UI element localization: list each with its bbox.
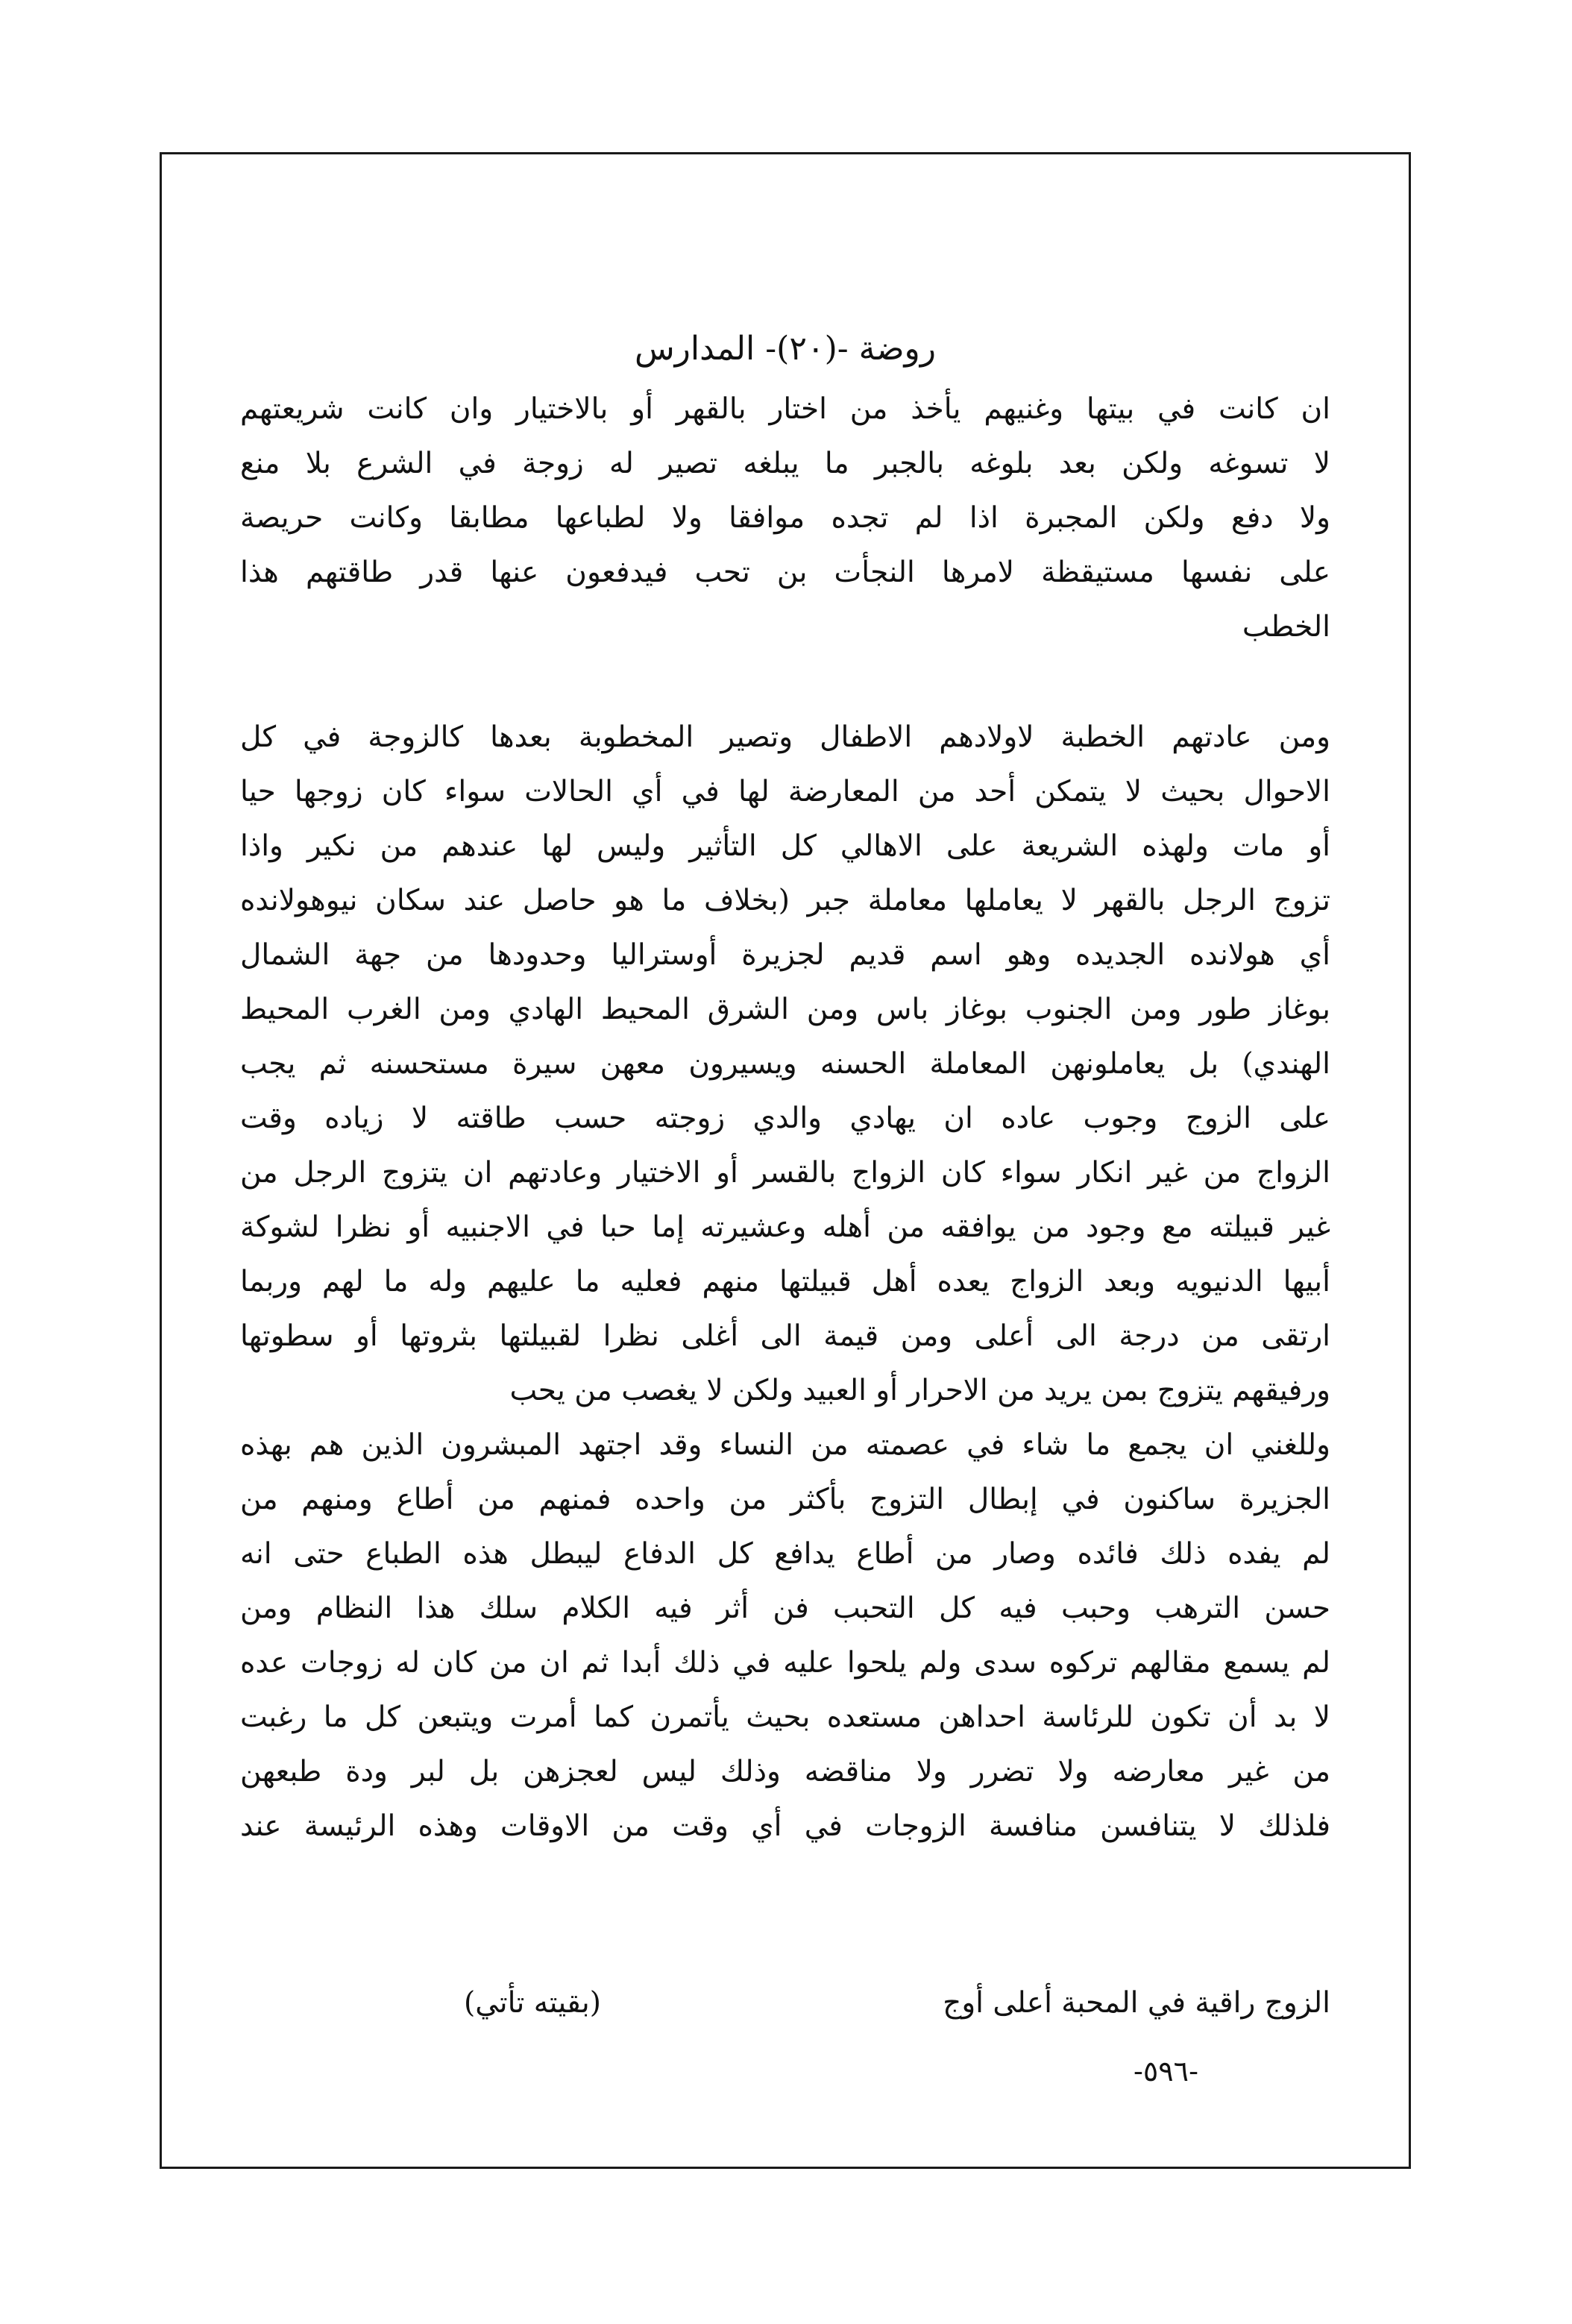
page-number: -٥٩٦- xyxy=(1134,2055,1198,2088)
text-line: ومن عادتهم الخطبة لاولادهم الاطفال وتصير المخطوبة بعدها كالزوجة في كل xyxy=(240,720,1330,754)
text-line: الزوج راقية في المحبة أعلى أوج xyxy=(943,1986,1330,2020)
final-line xyxy=(240,1976,1330,2030)
text-line: لم يسمع مقالهم تركوه سدى ولم يلحوا عليه في ذلك أبدا ثم ان من كان له زوجات عده xyxy=(240,1646,1330,1680)
text-line: الزواج من غير انكار سواء كان الزواج بالقسر أو الاختيار وعادتهم ان يتزوج الرجل من xyxy=(240,1156,1330,1190)
text-line: أو مات ولهذه الشريعة على الاهالي كل التأثير وليس لها عندهم من نكير واذا xyxy=(240,829,1330,863)
text-line: حسن الترهب وحبب فيه كل التحبب فن أثر فيه الكلام سلك هذا النظام ومن xyxy=(240,1592,1330,1625)
paragraph-1 xyxy=(240,382,1330,654)
text-line: ورفيقهم يتزوج بمن يريد من الاحرار أو العبيد ولكن لا يغصب من يحب xyxy=(509,1374,1330,1407)
paragraph-2 xyxy=(240,710,1330,1853)
text-line: الجزيرة ساكنون في إبطال التزوج بأكثر من واحده فمنهم من أطاع ومنهم من xyxy=(240,1483,1330,1516)
text-line: من غير معارضه ولا تضرر ولا مناقضه وذلك ليس لعجزهن بل لبر ودة طبعهن xyxy=(240,1755,1330,1788)
text-line: لا بد أن تكون للرئاسة احداهن مستعده بحيث يأتمرن كما أمرت ويتبعن كل ما رغبت xyxy=(240,1700,1330,1734)
text-line: على الزوج وجوب عاده ان يهادي والدي زوجته حسب طاقته لا زياده وقت xyxy=(240,1102,1330,1135)
text-line: ارتقى من درجة الى أعلى ومن قيمة الى أغلى نظرا لقبيلتها بثروتها أو سطوتها xyxy=(240,1319,1330,1353)
text-line: على نفسها مستيقظة لامرها النجأت بن تحب فيدفعون عنها قدر طاقتهم هذا xyxy=(240,556,1330,589)
text-line: ان كانت في بيتها وغنيهم يأخذ من اختار بالقهر أو بالاختيار وان كانت شريعتهم xyxy=(240,392,1330,426)
text-line: أبيها الدنيويه وبعد الزواج يعده أهل قبيلتها منهم فعليه ما عليهم وله ما لهم وربما xyxy=(240,1265,1330,1298)
text-line: أي هولانده الجديده وهو اسم قديم لجزيرة أوستراليا وحدودها من جهة الشمال xyxy=(240,938,1330,972)
text-line: تزوج الرجل بالقهر لا يعاملها معاملة جبر (بخلاف ما هو حاصل عند سكان نيوهولانده xyxy=(240,884,1330,917)
text-line: فلذلك لا يتنافسن منافسة الزوجات في أي وقت من الاوقات وهذه الرئيسة عند xyxy=(240,1809,1330,1843)
text-line: الاحوال بحيث لا يتمكن أحد من المعارضة لها في أي الحالات سواء كان زوجها حيا xyxy=(240,775,1330,808)
text-line: وللغني ان يجمع ما شاء في عصمته من النساء وقد اجتهد المبشرون الذين هم بهذه xyxy=(240,1428,1330,1462)
text-line: غير قبيلته مع وجود من يوافقه من أهله وعشيرته إما حبا في الاجنبيه أو نظرا لشوكة xyxy=(240,1210,1330,1244)
text-line: بوغاز طور ومن الجنوب بوغاز باس ومن الشرق المحيط الهادي ومن الغرب المحيط xyxy=(240,993,1330,1026)
running-header: روضة -(٢٠)- المدارس xyxy=(634,330,937,368)
text-line: لا تسوغه ولكن بعد بلوغه بالجبر ما يبلغه تصير له زوجة في الشرع بلا منع xyxy=(240,447,1330,480)
text-line: الخطب xyxy=(1242,610,1330,644)
text-line: ولا دفع ولكن المجبرة اذا لم تجده موافقا ولا لطباعها مطابقا وكانت حريصة xyxy=(240,501,1330,535)
continuation-note: (بقيته تأتي) xyxy=(464,1986,601,2020)
text-line: الهندي) بل يعاملونهن المعاملة الحسنه ويسيرون معهن سيرة مستحسنه ثم يجب xyxy=(240,1047,1330,1081)
text-line: لم يفده ذلك فائده وصار من أطاع يدافع كل الدفاع ليبطل هذه الطباع حتى انه xyxy=(240,1537,1330,1571)
